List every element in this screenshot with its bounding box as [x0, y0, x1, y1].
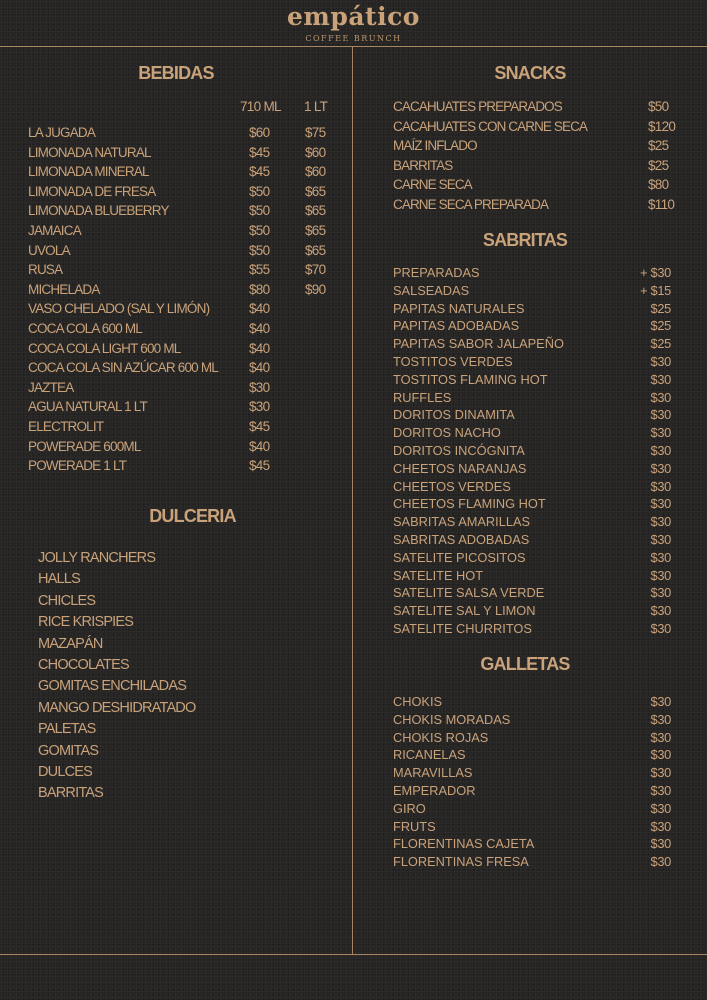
bebidas-title: BEBIDAS: [138, 63, 214, 83]
dulceria-item: GOMITAS: [38, 743, 99, 759]
bebida-price-710ml: $50: [249, 184, 270, 199]
galleta-name: CHOKIS MORADAS: [393, 712, 511, 727]
bebida-price-1lt: $60: [305, 164, 326, 179]
bebida-price-1lt: $90: [305, 282, 326, 297]
bottom-rule: [0, 954, 707, 955]
galleta-price: $30: [650, 854, 671, 869]
sabritas-name: DORITOS NACHO: [393, 425, 501, 440]
bebida-name: LIMONADA BLUEBERRY: [28, 203, 169, 218]
snack-price: $80: [648, 177, 669, 192]
galleta-price: $30: [650, 730, 671, 745]
bebida-name: RUSA: [28, 262, 63, 277]
bebida-name: COCA COLA SIN AZÚCAR 600 ML: [28, 360, 218, 375]
bebida-price-710ml: $60: [249, 125, 270, 140]
sabritas-name: TOSTITOS VERDES: [393, 354, 513, 369]
bebida-price-1lt: $70: [305, 262, 326, 277]
galleta-name: FLORENTINAS CAJETA: [393, 836, 535, 851]
bebida-name: MICHELADA: [28, 282, 100, 297]
bebida-name: LA JUGADA: [28, 125, 96, 140]
bebida-price-710ml: $40: [249, 321, 270, 336]
sabritas-price: $30: [650, 496, 671, 511]
bebida-name: AGUA NATURAL 1 LT: [28, 399, 147, 414]
sabritas-name: CHEETOS FLAMING HOT: [393, 496, 546, 511]
sabritas-name: PREPARADAS: [393, 265, 480, 280]
bebida-price-710ml: $40: [249, 360, 270, 375]
bebida-name: ELECTROLIT: [28, 419, 104, 434]
snack-name: BARRITAS: [393, 158, 453, 173]
sabritas-price: $30: [650, 514, 671, 529]
sabritas-price: $30: [650, 407, 671, 422]
galleta-price: $30: [650, 801, 671, 816]
sabritas-price: $30: [650, 425, 671, 440]
sabritas-name: CHEETOS VERDES: [393, 479, 511, 494]
sabritas-price: $30: [650, 354, 671, 369]
dulceria-item: CHICLES: [38, 593, 96, 609]
sabritas-price: $30: [650, 550, 671, 565]
bebida-price-1lt: $60: [305, 145, 326, 160]
dulceria-item: MANGO DESHIDRATADO: [38, 700, 196, 716]
bebida-price-710ml: $45: [249, 145, 270, 160]
dulceria-item: BARRITAS: [38, 785, 104, 801]
dulceria-item: DULCES: [38, 764, 93, 780]
sabritas-name: SATELITE PICOSITOS: [393, 550, 526, 565]
bebida-price-710ml: $30: [249, 380, 270, 395]
galleta-price: $30: [650, 712, 671, 727]
sabritas-name: TOSTITOS FLAMING HOT: [393, 372, 548, 387]
sabritas-name: SATELITE SAL Y LIMON: [393, 603, 536, 618]
sabritas-name: PAPITAS ADOBADAS: [393, 318, 520, 333]
bebidas-col-710ml: 710 ML: [240, 99, 281, 114]
dulceria-item: PALETAS: [38, 721, 96, 737]
galleta-name: EMPERADOR: [393, 783, 476, 798]
snack-name: CACAHUATES CON CARNE SECA: [393, 119, 588, 134]
galleta-price: $30: [650, 747, 671, 762]
sabritas-price: $30: [650, 372, 671, 387]
snack-name: MAÍZ INFLADO: [393, 138, 477, 153]
sabritas-name: RUFFLES: [393, 390, 452, 405]
bebida-name: POWERADE 1 LT: [28, 458, 127, 473]
bebida-price-710ml: $55: [249, 262, 270, 277]
bebida-name: POWERADE 600ML: [28, 439, 141, 454]
bebida-price-710ml: $50: [249, 243, 270, 258]
bebida-price-710ml: $40: [249, 301, 270, 316]
bebidas-col-1lt: 1 LT: [304, 99, 328, 114]
sabritas-name: DORITOS DINAMITA: [393, 407, 515, 422]
sabritas-price: + $30: [640, 265, 671, 280]
bebida-price-710ml: $45: [249, 419, 270, 434]
snack-price: $50: [648, 99, 669, 114]
bebida-price-710ml: $40: [249, 439, 270, 454]
sabritas-name: SABRITAS AMARILLAS: [393, 514, 531, 529]
sabritas-name: SABRITAS ADOBADAS: [393, 532, 530, 547]
bebida-name: COCA COLA LIGHT 600 ML: [28, 341, 181, 356]
bebida-price-710ml: $80: [249, 282, 270, 297]
dulceria-item: MAZAPÁN: [38, 636, 103, 652]
bebida-name: LIMONADA MINERAL: [28, 164, 149, 179]
dulceria-title: DULCERIA: [149, 506, 236, 526]
bebida-price-1lt: $75: [305, 125, 326, 140]
bebida-price-1lt: $65: [305, 223, 326, 238]
snack-price: $110: [648, 197, 675, 212]
galleta-name: FRUTS: [393, 819, 436, 834]
sabritas-name: PAPITAS SABOR JALAPEÑO: [393, 336, 564, 351]
bebida-price-710ml: $30: [249, 399, 270, 414]
bebida-price-710ml: $40: [249, 341, 270, 356]
sabritas-price: $30: [650, 443, 671, 458]
bebida-name: LIMONADA NATURAL: [28, 145, 151, 160]
galleta-price: $30: [650, 836, 671, 851]
galleta-price: $30: [650, 819, 671, 834]
snacks-title: SNACKS: [494, 63, 566, 83]
sabritas-price: $25: [650, 318, 671, 333]
sabritas-price: $30: [650, 585, 671, 600]
sabritas-name: PAPITAS NATURALES: [393, 301, 525, 316]
sabritas-price: + $15: [640, 283, 671, 298]
galleta-price: $30: [650, 694, 671, 709]
galleta-name: CHOKIS ROJAS: [393, 730, 489, 745]
sabritas-price: $25: [650, 301, 671, 316]
galleta-name: MARAVILLAS: [393, 765, 473, 780]
snack-price: $25: [648, 158, 669, 173]
galleta-name: GIRO: [393, 801, 426, 816]
snack-name: CACAHUATES PREPARADOS: [393, 99, 562, 114]
snack-price: $25: [648, 138, 669, 153]
bebida-price-710ml: $50: [249, 223, 270, 238]
bebida-price-710ml: $45: [249, 164, 270, 179]
dulceria-item: CHOCOLATES: [38, 657, 129, 673]
sabritas-price: $30: [650, 479, 671, 494]
sabritas-price: $25: [650, 336, 671, 351]
galleta-price: $30: [650, 765, 671, 780]
dulceria-item: HALLS: [38, 571, 80, 587]
sabritas-title: SABRITAS: [482, 230, 568, 250]
dulceria-item: JOLLY RANCHERS: [38, 550, 156, 566]
column-divider: [352, 47, 353, 954]
sabritas-name: SATELITE HOT: [393, 568, 484, 583]
bebida-price-1lt: $65: [305, 243, 326, 258]
dulceria-item: GOMITAS ENCHILADAS: [38, 678, 187, 694]
bebida-name: UVOLA: [28, 243, 70, 258]
galleta-name: CHOKIS: [393, 694, 443, 709]
dulceria-item: RICE KRISPIES: [38, 614, 134, 630]
galleta-name: FLORENTINAS FRESA: [393, 854, 529, 869]
bebida-name: JAZTEA: [28, 380, 74, 395]
bebida-name: JAMAICA: [28, 223, 81, 238]
bebida-name: VASO CHELADO (SAL Y LIMÓN): [28, 301, 210, 316]
sabritas-price: $30: [650, 621, 671, 636]
bebida-price-1lt: $65: [305, 184, 326, 199]
bebida-name: COCA COLA 600 ML: [28, 321, 143, 336]
sabritas-name: CHEETOS NARANJAS: [393, 461, 527, 476]
bebida-price-710ml: $45: [249, 458, 270, 473]
sabritas-price: $30: [650, 461, 671, 476]
snack-name: CARNE SECA PREPARADA: [393, 197, 549, 212]
brand-logo: empático: [287, 2, 420, 31]
bebida-price-710ml: $50: [249, 203, 270, 218]
galletas-title: GALLETAS: [480, 654, 570, 674]
sabritas-price: $30: [650, 568, 671, 583]
bebida-price-1lt: $65: [305, 203, 326, 218]
top-rule: [0, 46, 707, 47]
snack-name: CARNE SECA: [393, 177, 472, 192]
snack-price: $120: [648, 119, 676, 134]
galleta-name: RICANELAS: [393, 747, 466, 762]
galleta-price: $30: [650, 783, 671, 798]
sabritas-name: SATELITE SALSA VERDE: [393, 585, 545, 600]
sabritas-price: $30: [650, 603, 671, 618]
sabritas-name: SATELITE CHURRITOS: [393, 621, 532, 636]
sabritas-name: DORITOS INCÓGNITA: [393, 443, 525, 458]
sabritas-name: SALSEADAS: [393, 283, 470, 298]
sabritas-price: $30: [650, 532, 671, 547]
sabritas-price: $30: [650, 390, 671, 405]
bebida-name: LIMONADA DE FRESA: [28, 184, 156, 199]
brand-tagline: COFFEE BRUNCH: [305, 34, 402, 43]
